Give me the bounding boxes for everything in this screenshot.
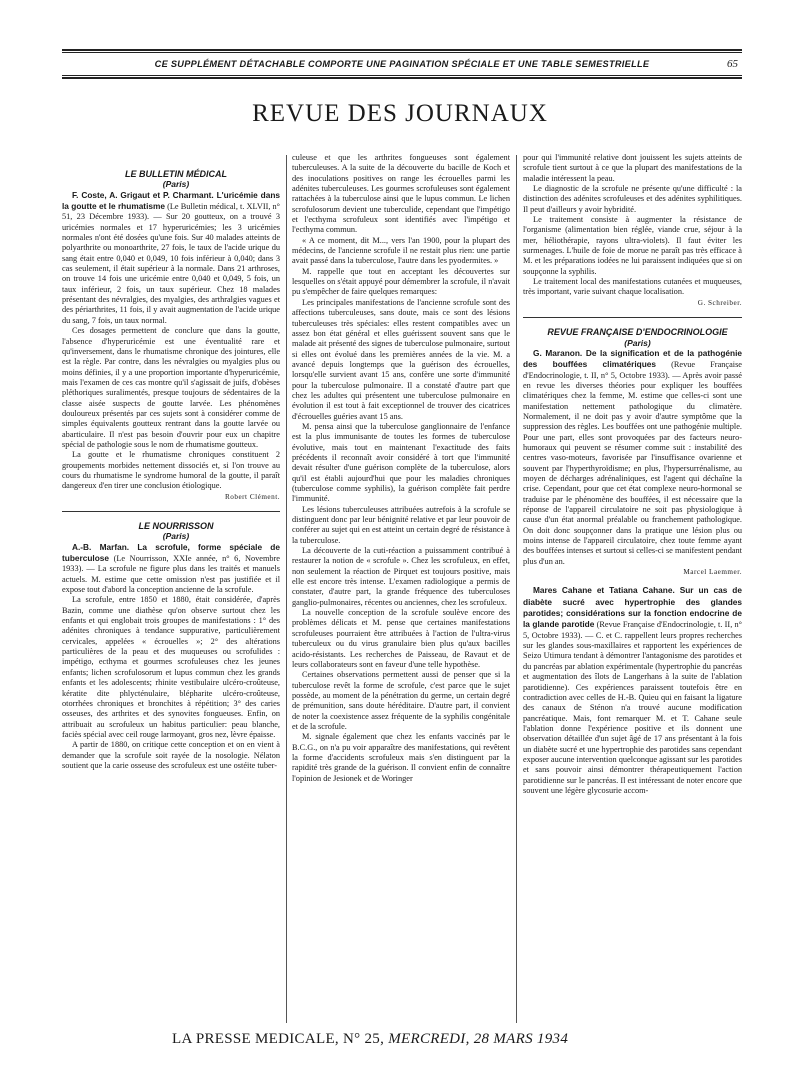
author-signature: Robert Clément. [224, 492, 280, 501]
article-paragraph: M. rappelle que tout en acceptant les découvertes sur lesquelles on s'était appuyé pour démembrer la scrofule, il n'avait pu s'empêcher de faire quelques remarques: [292, 266, 510, 297]
article-paragraph: A partir de 1880, on critique cette conception et on en vient à demander que la scrofule soit rayée de la nosologie. Nélaton soutient que la carie osseuse des scrofuleux est une ostéite tuber- [62, 740, 280, 770]
journal-title: LE BULLETIN MÉDICAL [125, 169, 227, 179]
column-divider-1 [286, 155, 287, 1023]
article-paragraph: « A ce moment, dit M..., vers l'an 1900, pour la plupart des médecins, de l'ancienne scrofule il ne restait plus rien: une partie avait passé dans la tuberculose, l'autre dans les pyodermites. » [292, 235, 510, 266]
article-heading: G. Maranon. De la signification et de la pathogénie des bouffées climatériques [523, 347, 742, 370]
header-bottom-rule-thick [62, 77, 742, 79]
journal-city: (Paris) [162, 179, 190, 190]
section-separator [62, 511, 280, 512]
article-paragraph: pour qui l'immunité relative dont jouissent les sujets atteints de scrofule tient surtout à ce que la plupart des manifestations de la maladie intéressent la peau. [523, 153, 742, 183]
article-paragraph: La goutte et le rhumatisme chroniques constituent 2 groupements morbides nettement dissociés et, si l'on trouve au cours du rhumatisme le syndrome humoral de la goutte, il paraît dangereux d'en tirer une conclusion étiologique. [62, 450, 280, 491]
journal-title: LE NOURRISSON [138, 521, 214, 531]
article-paragraph: La découverte de la cuti-réaction a puissamment contribué à restaurer la notion de « scrofule ». Chez les scrofuleux, en effet, non seulement la réaction de Pirquet est toujours positive, mais elle est encore très intense. L'examen radiologique a permis de constater, d'autre part, la grande fréquence des tuberculoses ganglio-pulmonaires, récentes ou anciennes, chez les scrofuleux. [292, 546, 510, 607]
page-footer [172, 1031, 568, 1048]
journal-title: REVUE FRANÇAISE D'ENDOCRINOLOGIE [547, 327, 728, 338]
top-rule-thin [62, 52, 742, 53]
footer-date: MERCREDI, 28 MARS 1934 [388, 1031, 569, 1047]
article-paragraph: Le diagnostic de la scrofule ne présente qu'une difficulté : la distinction des adénites scrofuleuses et des adénites syphilitiques. Il peut d'ailleurs y avoir hybridité. [523, 184, 742, 214]
article-heading: F. Coste, A. Grigaut et P. Charmant. L'uricémie dans la goutte et le rhumatisme [62, 189, 280, 212]
page-title: REVUE DES JOURNAUX [252, 100, 548, 127]
column-2 [292, 153, 510, 1023]
article-heading: Mares Cahane et Tatiana Cahane. Sur un cas de diabète sucré avec hypertrophie des glandes parotides; considérations sur la fonction endocrine de la glande parotide [523, 585, 742, 630]
article-paragraph: Mares Cahane et Tatiana Cahane. Sur un cas de diabète sucré avec hypertrophie des glandes parotides; considérations sur la fonction endocrine de la glande parotide (Revue Française d'Endocrinologie, t. II, n° 5, Octobre 1933). — C. et C. rappellent leurs propres recherches sur les glandes sous-maxillaires et rapportent les expériences de Seizo Utimura tendant à démontrer l'antagonisme des parotides et du pancréas par ablation expérimentale (hypertrophie du pancréas et augmentation des îlots de Langerhans à la suite de l'ablation parotidienne). Ces expériences paraissent toutefois être en contradiction avec celles de H.-B. Quieu qui en faisant la ligature des canaux de Sténon n'a trouvé aucune modification pancréatique. Mais, font remarquer M. et T. Cahane seule l'ablation donne l'expérience positive et ils donnent une observation détaillée d'un sujet âgé de 17 ans présentant à la fois un diabète sucré et une hypertrophie des parotides sans cependant exposer aucune intervention quelconque agissant sur les parotides et sans pouvoir ainsi démontrer thérapeutiquement l'action parotidienne sur le pancréas. Il est intéressant de noter encore que souvent une légère glycosurie accom- [523, 585, 742, 795]
column-divider-2 [516, 155, 517, 1023]
article-heading: A.-B. Marfan. La scrofule, forme spéciale de tuberculose [62, 541, 280, 564]
article-paragraph: La nouvelle conception de la scrofule soulève encore des problèmes délicats et M. pense que certaines manifestations scrofuleuses pourraient être attribuées à l'action de l'ultra-virus tuberculeux ou du virus granulaire bien plus qu'aux bacilles acido-résistants. Les recherches de Paisseau, de Ravaut et de leurs collaborateurs sont en faveur d'une telle hypothèse. [292, 608, 510, 669]
article-paragraph: La scrofule, entre 1850 et 1880, était considérée, d'après Bazin, comme une diathèse qu'on observe surtout chez les enfants et qui englobait trois groupes de manifestations : 1° des adénites chroniques à tendance suppurative, particulièrement cervicales, appelées « écrouelles »; 2° des altérations particulières de la peau et des muqueuses ou scrofulides : impétigo, ecthyma et gourmes scrofuleuses chez les jeunes enfants; lichen scrofulosorum et lupus commun chez les grands enfants et les adolescents; rhinite vestibulaire ulcéro-croûteuse, kératite dite phlycténulaire, blépharite ulcéro-croûteuse, otorrhées chroniques et bronchites à répétition; 3° des caries osseuses, des arthrites et des synovites fongueuses. Enfin, on attribuait au scrofuleux un habitus particulier: peau blanche, faciès spécial avec ceil rouge larmoyant, gros nez, lèvre épaisse. [62, 595, 280, 739]
page-number: 65 [727, 58, 738, 70]
article-paragraph: F. Coste, A. Grigaut et P. Charmant. L'uricémie dans la goutte et le rhumatisme (Le Bulletin médical, t. XLVII, n° 51, 23 Décembre 1933). — Sur 20 goutteux, on a trouvé 3 uricémies normales et 17 hyperuricémies; les 3 uricémies normales n'ont été dosées qu'une fois. Sur 40 malades atteints de polyarthrite ou monoarthrite, 27 fois, le taux de l'acide urique du sang était entre 0,040 et 0,049, 10 fois inférieur à 0,040; dans 3 cas seulement, il était supérieur à la normale. Dans 21 arthroses, on trouve 14 fois une uricémie entre 0,040 et 0,049, 5 fois, un taux inférieur, 2 fois, un taux supérieur. Chez 18 malades présentant des névralgies, des myalgies, des arthralgies vagues et des périarthrites, 11 fois, il y avait augmentation de l'acide urique du sang, 7 fois, un taux normal. [62, 189, 280, 325]
column-1 [62, 153, 280, 1023]
article-paragraph: Certaines observations permettent aussi de penser que si la tuberculose revêt la forme de scrofule, c'est parce que le sujet possède, au moment de la pénétration du germe, un certain degré de prémunition, sans doute héréditaire. D'autre part, il convient de noter la coexistence assez fréquente de la syphilis congénitale et de la scrofule. [292, 670, 510, 731]
article-paragraph: A.-B. Marfan. La scrofule, forme spéciale de tuberculose (Le Nourrisson, XXIe année, n° 6, Novembre 1933). — La scrofule ne figure plus dans les traités et manuels actuels. M. estime que cette omission n'est pas justifiée et il expose tout d'abord la conception ancienne de la scrofule. [62, 541, 280, 595]
article-paragraph: Les principales manifestations de l'ancienne scrofule sont des affections tuberculeuses, sans doute, mais ce sont des lésions tuberculeuses très spéciales: elles restent compatibles avec un assez bon état général et elles guérissent souvent sans que le malade ait présenté des signes de tuberculose pulmonaire, surtout si elles ont évolué dans les premières années de la vie. M. a avancé depuis longtemps que la guérison des écrouelles, lorsqu'elle survient avant 15 ans, confère une sorte d'immunité pour la tuberculose pulmonaire. Il a constaté d'autre part que chez les adultes qui présentent une tuberculose pulmonaire en évolution il est tout à fait exceptionnel de trouver des cicatrices d'écrouelles guéries avant 15 ans. [292, 297, 510, 421]
header-bottom-rule [62, 75, 742, 76]
top-rule [62, 49, 742, 51]
supplement-notice: CE SUPPLÉMENT DÉTACHABLE COMPORTE UNE PAGINATION SPÉCIALE ET UNE TABLE SEMESTRIELLE [154, 59, 650, 69]
article-paragraph: Le traitement local des manifestations cutanées et muqueuses, très important, varie suivant chaque localisation. [523, 277, 742, 297]
author-signature: Marcel Laemmer. [683, 568, 742, 577]
journal-city: (Paris) [624, 337, 651, 348]
article-paragraph: Ces dosages permettent de conclure que dans la goutte, l'absence d'hyperuricémie est une éventualité rare et qu'inversement, dans le rhumatisme chronique des jointures, elle est la règle. Par contre, dans les névralgies ou myalgies plus ou moins définies, il y a une proportion importante d'hyperuricémie, mais l'examen de ces cas montre qu'il s'agissait de juifs, d'obèses pléthoriques suralimentés, presque toujours de sédentaires de la classe aisée suspects de goutte larvée. Les phénomènes douloureux présentés par ces sujets sont à considérer comme de simples équivalents goutteux rentrant dans la goutte larvée ou abarticulaire. Il n'est pas besoin d'ouvrir pour eux un chapitre spécial de pathologie sous le nom de rhumatisme goutteux. [62, 326, 280, 449]
article-paragraph: Les lésions tuberculeuses attribuées autrefois à la scrofule se distinguent donc par leur bénignité relative et par leur pouvoir de conférer au sujet qui en est atteint un certain degré de résistance à la tuberculose. [292, 504, 510, 545]
journal-city: (Paris) [162, 531, 190, 542]
article-paragraph: G. Maranon. De la signification et de la pathogénie des bouffées climatériques (Revue Française d'Endocrinologie, t. II, n° 5, Octobre 1933). — Après avoir passé en revue les diverses théories pour expliquer les bouffées climatériques chez la femme, M. estime que celles-ci sont une manifestation nettement pathologique du climatère. Normalement, il ne doit pas y avoir d'autre symptôme que la suppression des règles. Les bouffées ont une pathogénie multiple. Pour une part, elles sont provoquées par des facteurs neuro-humoraux qui peuvent se résumer comme suit : instabilité des centres vaso-moteurs, favorisée par l'insuffisance ovarienne et souvent par l'hyperthyroïdisme; en plus, l'hypersurrénalisme, au moyen de décharges adrénaliniques, est l'agent qui déchaîne la crise. Cependant, pour que cet état complexe neuro-hormonal se traduise par le phénomène des bouffées, il est nécessaire que la réponse de l'appareil circulatoire ne soit pas physiologique à cause d'un état anormal préalable ou franchement pathologique. On doit donc soupçonner dans la pratique une lésion plus ou moins intense de l'appareil circulatoire, chez toute femme ayant des bouffées intenses et surtout si celles-ci se manifestent pendant plus d'un an. [523, 347, 742, 566]
article-paragraph: culeuse et que les arthrites fongueuses sont également tuberculeuses. A la suite de la découverte du bacille de Koch et des inoculations positives on range les écrouelles parmi les adénites tuberculeuses. Les gourmes scrofuleuses sont également rattachées à la tuberculose ainsi que le lupus commun. Le lichen scrofulosorum devient une tuberculide, cependant que l'impétigo et l'ecthyma scrofuleux sont identifiés avec l'impétigo et l'ecthyma commun. [292, 153, 510, 235]
column-3 [523, 153, 742, 1023]
article-paragraph: M. signale également que chez les enfants vaccinés par le B.C.G., on n'a pu voir apparaître des manifestations, qui revêtent la forme d'accidents scrofuleux mais s'en distinguent par la rapidité très grande de la guérison. Il convient enfin de connaître l'opinion de Jesionek et de Woringer [292, 732, 510, 783]
author-signature: G. Schreiber. [697, 298, 742, 307]
article-paragraph: M. pensa ainsi que la tuberculose ganglionnaire de l'enfance est la plus immunisante de toutes les formes de tuberculose évolutive, mais tout en maintenant l'exactitude des faits précédents il reconnaît avoir considéré à tort que l'immunité devait résulter d'une guérison complète de la tuberculose, alors qu'il est établi aujourd'hui que pour les maladies chroniques (tuberculose comme syphilis), la guérison complète fait perdre l'immunité. [292, 421, 510, 504]
article-paragraph: Le traitement consiste à augmenter la résistance de l'organisme (alimentation bien réglée, viande crue, séjour à la mer, héliothérapie, rayons ultra-violets). Il faut éviter les surmenages. L'huile de foie de morue ne paraît pas très efficace à M. et les préparations iodées ne lui paraissent indiquées que si on soupçonne la syphilis. [523, 215, 742, 276]
section-separator [523, 317, 742, 318]
footer-publication: LA PRESSE MEDICALE, N° 25, [172, 1031, 385, 1047]
